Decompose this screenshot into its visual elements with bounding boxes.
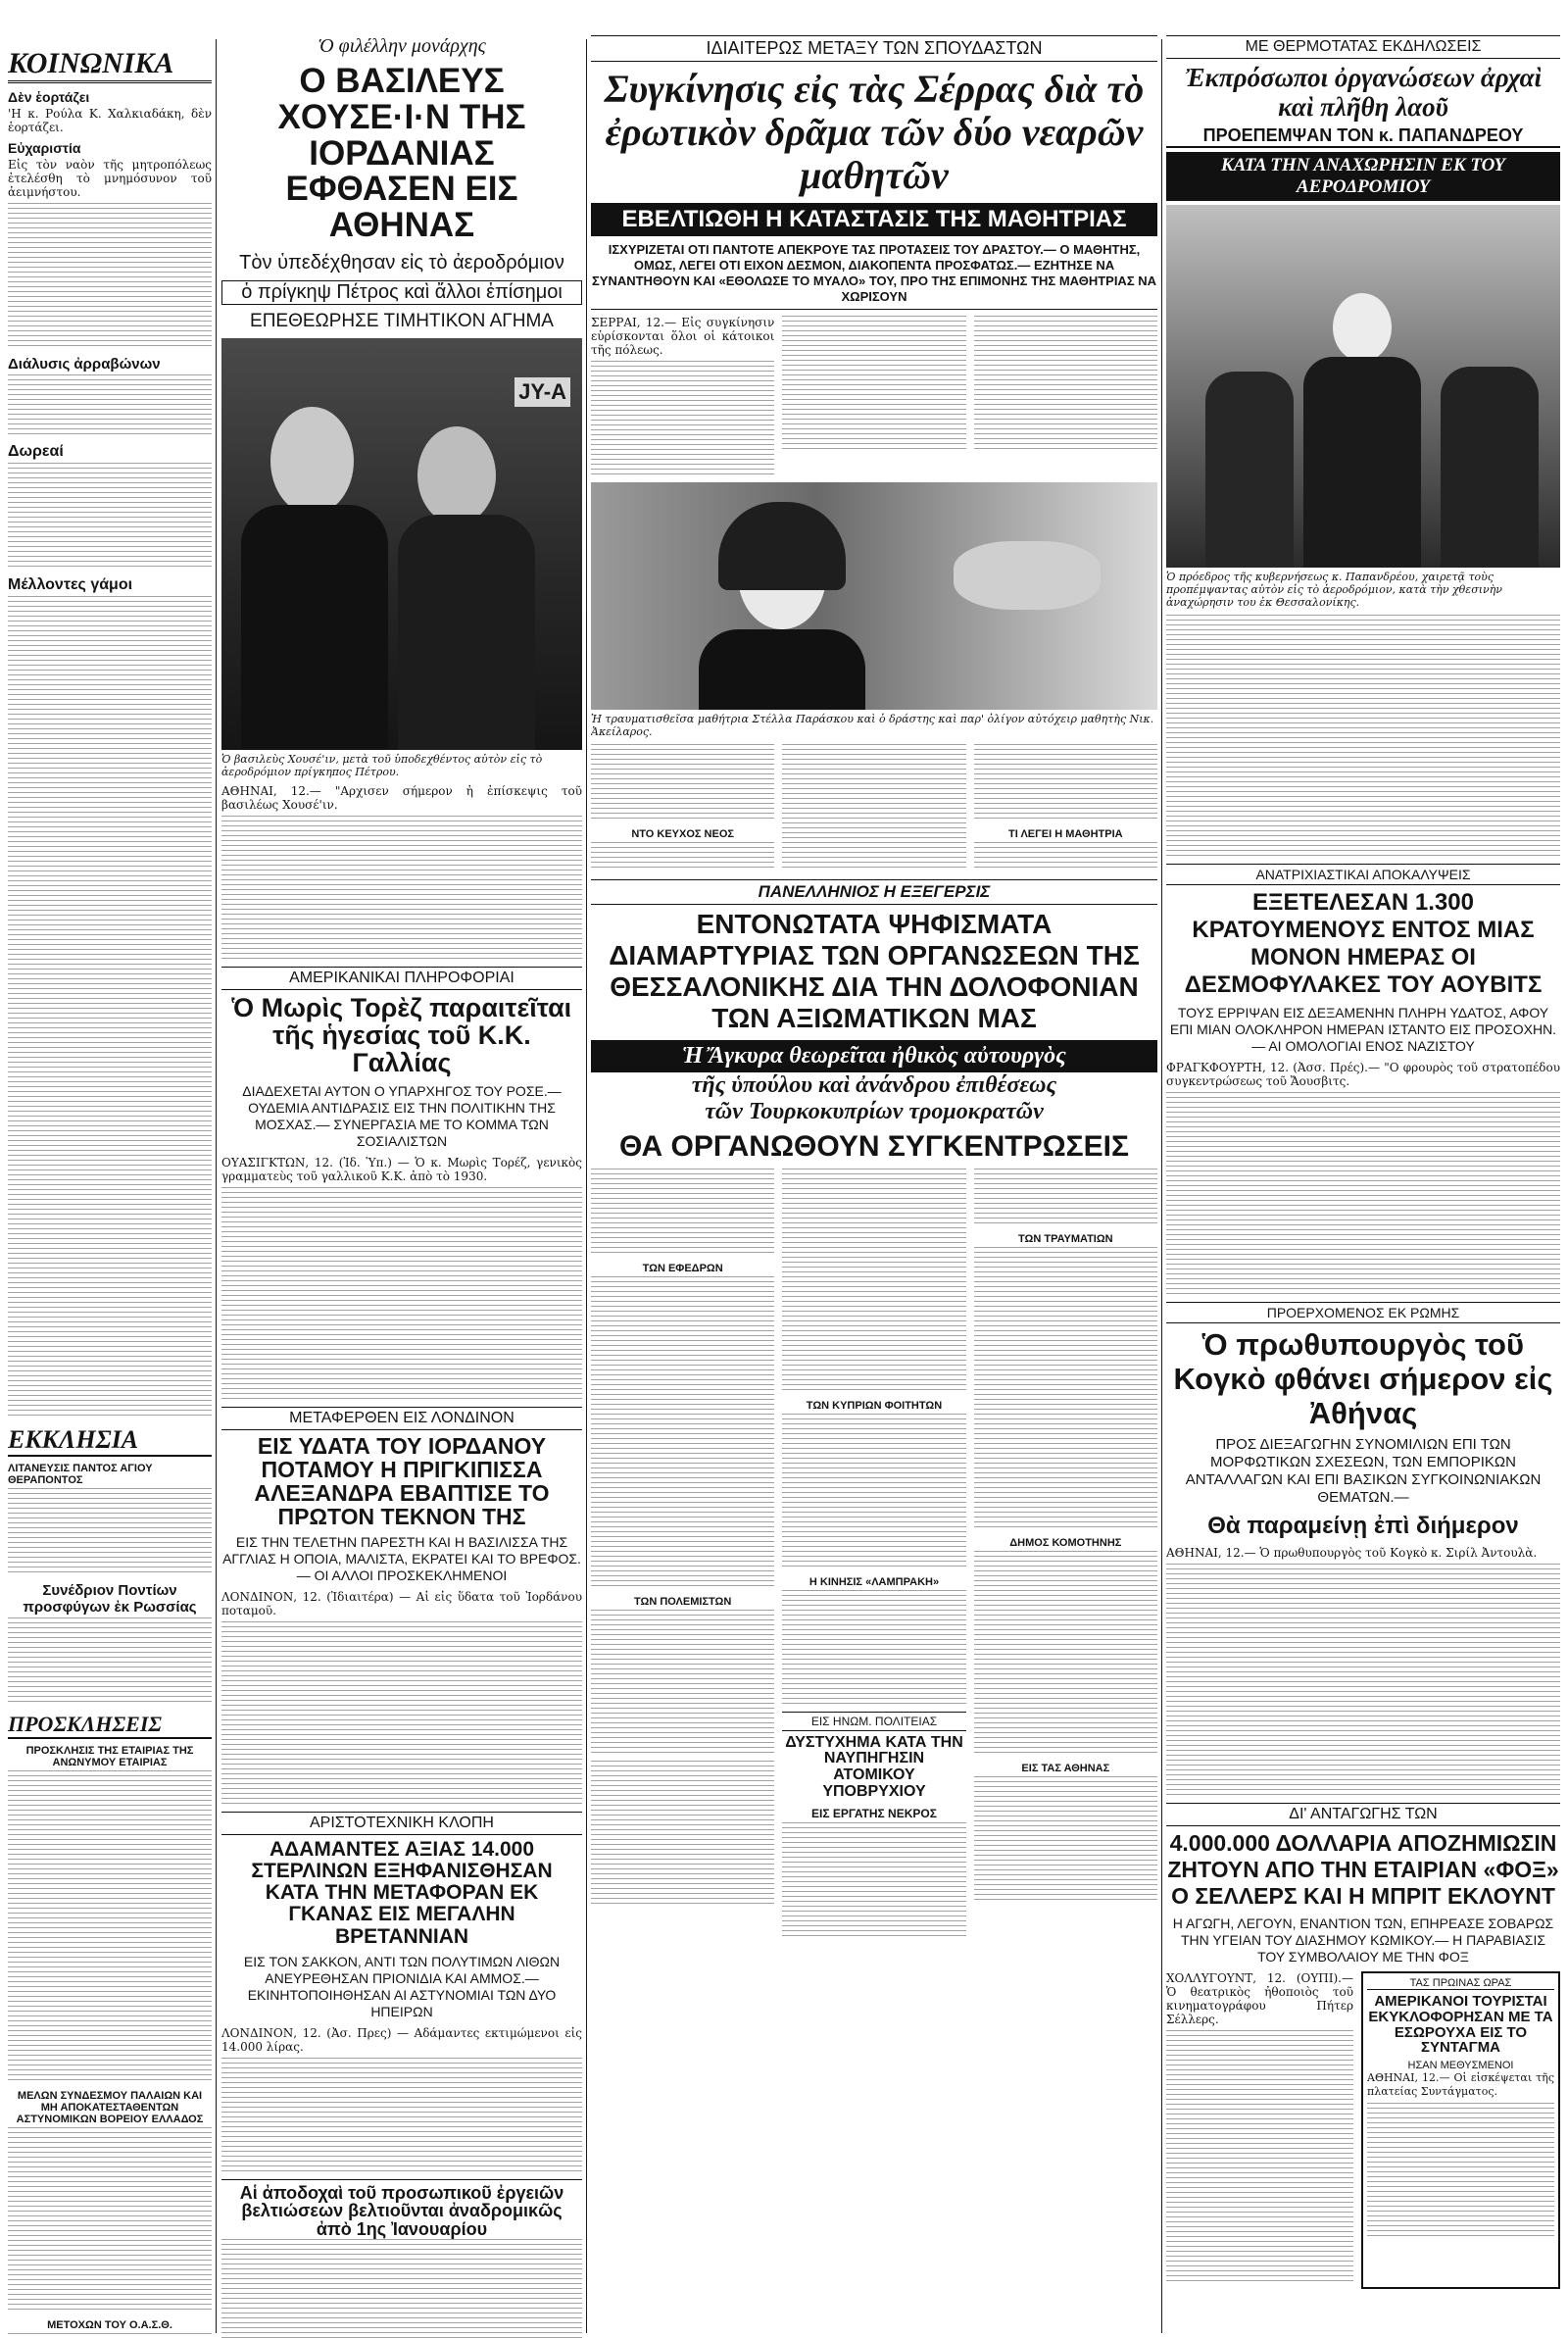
jordan-dateline: ΛΟΝΔΙΝΟΝ, 12. (Ἰδιαιτέρα) — Αἱ εἰς ὕδατα τοῦ Ἰορδάνου ποταμοῦ. — [221, 1590, 582, 1618]
serres-subheadline: ΕΒΕΛΤΙΩΘΗ Η ΚΑΤΑΣΤΑΣΙΣ ΤΗΣ ΜΑΘΗΤΡΙΑΣ — [591, 203, 1157, 236]
section-band: ΑΝΑΤΡΙΧΙΑΣΤΙΚΑΙ ΑΠΟΚΑΛΥΨΕΙΣ — [1166, 864, 1560, 885]
kicker: Ὁ φιλέλλην μονάρχης — [318, 35, 486, 57]
king-photo — [221, 338, 582, 750]
photo-caption: Ὁ βασιλεὺς Χουσέ'ιν, μετὰ τοῦ ὑποδεχθέντος αὐτὸν εἰς τὸ ἀεροδρόμιον πρίγκηπος Πέτρου. — [221, 752, 543, 778]
subsection-heading: ΔΗΜΟΣ ΚΟΜΟΤΗΝΗΣ — [1009, 1536, 1122, 1549]
name-day-heading: Δὲν ἑορτάζει — [8, 89, 90, 105]
tourists-box — [1361, 1971, 1560, 2289]
congo-subheadline: ΠΡΟΣ ΔΙΕΞΑΓΩΓΗΝ ΣΥΝΟΜΙΛΙΩΝ ΕΠΙ ΤΩΝ ΜΟΡΦΩΤΙΚΩΝ ΣΧΕΣΕΩΝ, ΤΩΝ ΕΜΠΟΡΙΚΩΝ ΑΝΤΑΛΛΑΓΩΝ ΚΑΙ ΕΠΙ ΒΑΣΙΚΩΝ ΣΥΓΚΟΙΝΩΝΙΑΚΩΝ ΘΕΜΑΤΩΝ.— — [1185, 1436, 1542, 1506]
papandreou-photo — [1166, 205, 1560, 568]
column-society — [8, 0, 212, 2338]
thanks-heading: Εὐχαριστία — [8, 140, 81, 156]
koinonika-heading: ΚΟΙΝΩΝΙΚΑ — [8, 47, 212, 83]
column-rule — [1161, 39, 1162, 2333]
thorez-subheadline: ΔΙΑΔΕΧΕΤΑΙ ΑΥΤΟΝ Ο ΥΠΑΡΧΗΓΟΣ ΤΟΥ ΡΟΣΕ.— ΟΥΔΕΜΙΑ ΑΝΤΙΔΡΑΣΙΣ ΕΙΣ ΤΗΝ ΠΟΛΙΤΙΚΗΝ ΤΗΣ ΜΟΣΧΑΣ.— ΣΥΝΕΡΓΑΣΙΑ ΜΕ ΤΟ ΚΟΜΜΑ ΤΩΝ ΣΟΣΙΑΛΙΣΤΩΝ — [242, 1082, 562, 1149]
column-papandreou — [1166, 0, 1560, 2338]
main-headline: Ο ΒΑΣΙΛΕΥΣ ΧΟΥΣΕ·Ι·Ν ΤΗΣ ΙΟΡΔΑΝΙΑΣ ΕΦΘΑΣΕΝ ΕΙΣ ΑΘΗΝΑΣ — [277, 62, 526, 244]
invitation-2-heading: ΜΕΛΩΝ ΣΥΝΔΕΣΜΟΥ ΠΑΛΑΙΩΝ ΚΑΙ ΜΗ ΑΠΟΚΑΤΕΣΤΑΘΕΝΤΩΝ ΑΣΤΥΝΟΜΙΚΩΝ ΒΟΡΕΙΟΥ ΕΛΛΑΔΟΣ — [16, 2090, 204, 2125]
congo-dateline: ΑΘΗΝΑΙ, 12.— Ὁ πρωθυπουργὸς τοῦ Κογκὸ κ. Σιρίλ Ἀντουλὰ. — [1166, 1546, 1538, 1560]
papandreou-caption: Ὁ πρόεδρος τῆς κυβερνήσεως κ. Παπανδρέου, χαιρετᾷ τοὺς προπέμψαντας αὐτὸν εἰς τὸ ἀεροδρόμιον, κατὰ τὴν χθεσινὴν ἀναχώρησιν του ἐκ Θεσσαλονίκης. — [1166, 571, 1502, 609]
congo-headline: Ὁ πρωθυπουργὸς τοῦ Κογκὸ φθάνει σήμερον εἰς Ἀθήνας — [1173, 1327, 1553, 1430]
congo-stay-line: Θὰ παραμείνῃ ἐπὶ διήμερον — [1207, 1513, 1519, 1539]
subsection-heading: ΤΩΝ ΕΦΕΔΡΩΝ — [642, 1262, 723, 1274]
column-rule — [216, 39, 217, 2333]
lawsuit-subheadline: Η ΑΓΩΓΗ, ΛΕΓΟΥΝ, ΕΝΑΝΤΙΟΝ ΤΩΝ, ΕΠΗΡΕΑΣΕ ΣΟΒΑΡΩΣ ΤΗΝ ΥΓΕΙΑΝ ΤΟΥ ΔΙΑΣΗΜΟΥ ΚΩΜΙΚΟΥ.— Η ΠΑΡΑΒΙΑΣΙΣ ΤΟΥ ΣΥΜΒΟΛΑΙΟΥ ΜΕ ΤΗΝ ΦΟΞ — [1172, 1915, 1554, 1965]
subsection-heading: ΤΩΝ ΚΥΠΡΙΩΝ ΦΟΙΤΗΤΩΝ — [806, 1399, 943, 1412]
lawsuit-headline: 4.000.000 ΔΟΛΛΑΡΙΑ ΑΠΟΖΗΜΙΩΣΙΝ ΖΗΤΟΥΝ ΑΠΟ ΤΗΝ ΕΤΑΙΡΙΑΝ «ΦΟΞ» Ο ΣΕΛΛΕΡΣ ΚΑΙ Η ΜΠΡΙΤ ΕΚΛΟΥΝΤ — [1167, 1830, 1559, 1909]
aircraft-registration: JY-A — [514, 377, 570, 407]
jordan-subheadline: ΕΙΣ ΤΗΝ ΤΕΛΕΤΗΝ ΠΑΡΕΣΤΗ ΚΑΙ Η ΒΑΣΙΛΙΣΣΑ ΤΗΣ ΑΓΓΛΙΑΣ Η ΟΠΟΙΑ, ΜΑΛΙΣΤΑ, ΕΚΡΑΤΕΙ ΚΑΙ ΤΟ ΒΡΕΦΟΣ.— ΟΙ ΑΛΛΟΙ ΠΡΟΣΚΕΚΛΗΜΕΝΟΙ — [222, 1534, 581, 1584]
section-band: ΜΕΤΑΦΕΡΘΕΝ ΕΙΣ ΛΟΝΔΙΝΟΝ — [221, 1407, 582, 1430]
thorez-headline: Ὁ Μωρὶς Τορὲζ παραιτεῖται τῆς ἡγεσίας τοῦ Κ.Κ. Γαλλίας — [231, 992, 572, 1078]
serres-headline: Συγκίνησις εἰς τὰς Σέρρας διὰ τὸ ἐρωτικὸν δρᾶμα τῶν δύο νεαρῶν μαθητῶν — [604, 67, 1145, 197]
section-band: ΔΙ' ΑΝΤΑΓΩΓΗΣ ΤΩΝ — [1166, 1803, 1560, 1826]
section-band: ΠΡΟΕΡΧΟΜΕΝΟΣ ΕΚ ΡΩΜΗΣ — [1166, 1302, 1560, 1323]
body-text: Εἰς τὸν ναὸν τῆς μητροπόλεως ἐτελέσθη τὸ μνημόσυνον τοῦ ἀειμνήστου. — [8, 158, 212, 199]
top-band: ΜΕ ΘΕΡΜΟΤΑΤΑΣ ΕΚΔΗΛΩΣΕΙΣ — [1166, 35, 1560, 59]
serres-lead: ΙΣΧΥΡΙΖΕΤΑΙ ΟΤΙ ΠΑΝΤΟΤΕ ΑΠΕΚΡΟΥΕ ΤΑΣ ΠΡΟΤΑΣΕΙΣ ΤΟΥ ΔΡΑΣΤΟΥ.— Ο ΜΑΘΗΤΗΣ, ΟΜΩΣ, ΛΕΓΕΙ ΟΤΙ ΕΙΧΟΝ ΔΕΣΜΟΝ, ΔΙΑΚΟΠΕΝΤΑ ΠΡΟΣΦΑΤΩΣ.— ΕΖΗΤΗΣΕ ΝΑ ΣΥΝΑΝΤΗΘΟΥΝ ΚΑΙ «ΕΘΟΛΩΣΕ ΤΟ ΜΥΑΛΟ» ΤΟΥ, ΠΡΟ ΤΗΣ ΕΠΙΜΟΝΗΣ ΤΗΣ ΜΑΘΗΤΡΙΑΣ ΝΑ ΧΩΡΙΣΟΥΝ — [591, 242, 1157, 310]
column-king-hussein — [221, 0, 582, 2338]
students-photo — [591, 482, 1157, 710]
theft-subheadline: ΕΙΣ ΤΟΝ ΣΑΚΚΟΝ, ΑΝΤΙ ΤΩΝ ΠΟΛΥΤΙΜΩΝ ΛΙΘΩΝ ΑΝΕΥΡΕΘΗΣΑΝ ΠΡΙΟΝΙΔΙΑ ΚΑΙ ΑΜΜΟΣ.— ΕΚΙΝΗΤΟΠΟΙΗΘΗΣΑΝ ΑΙ ΑΣΤΥΝΟΜΙΑΙ ΤΩΝ ΔΥΟ ΗΠΕΙΡΩΝ — [243, 1953, 561, 2019]
name-day-text: 'Η κ. Ρούλα Κ. Χαλκιαδάκη, δὲν ἑορτάζει. — [8, 107, 212, 134]
gatherings-headline: ΘΑ ΟΡΓΑΝΩΘΟΥΝ ΣΥΓΚΕΝΤΡΩΣΕΙΣ — [619, 1130, 1129, 1163]
section-band: ΑΜΕΡΙΚΑΝΙΚΑΙ ΠΛΗΡΟΦΟΡΙΑΙ — [221, 967, 582, 990]
invitation-3-heading: ΜΕΤΟΧΩΝ ΤΟΥ Ο.Α.Σ.Θ. — [47, 2319, 172, 2331]
tourists-dateline: ΑΘΗΝΑΙ, 12.— Οἱ εἰσκέψεται τῆς πλατείας Συντάγματος. — [1367, 2071, 1554, 2098]
subheadline-3: ΕΠΕΘΕΩΡΗΣΕ ΤΙΜΗΤΙΚΟΝ ΑΓΗΜΑ — [250, 310, 554, 331]
jordan-headline: ΕΙΣ ΥΔΑΤΑ ΤΟΥ ΙΟΡΔΑΝΟΥ ΠΟΤΑΜΟΥ Η ΠΡΙΓΚΙΠΙΣΣΑ ΑΛΕΞΑΝΔΡΑ ΕΒΑΠΤΙΣΕ ΤΟ ΠΡΩΤΟΝ ΤΕΚΝΟΝ ΤΗΣ — [254, 1432, 550, 1530]
executions-dateline: ΦΡΑΓΚΦΟΥΡΤΗ, 12. (Ἀσσ. Πρές).— "Ο φρουρὸς τοῦ στρατοπέδου συγκεντρώσεως τοῦ Ἄουσβιτς. — [1166, 1061, 1560, 1088]
subsection-heading: ΤΙ ΛΕΓΕΙ Η ΜΑΘΗΤΡΙΑ — [1008, 828, 1123, 840]
papandreou-headline: Ἐκπρόσωποι ὀργανώσεων ἀρχαὶ καὶ πλῆθη λαοῦ — [1184, 63, 1543, 122]
students-caption: Ἡ τραυματισθεῖσα μαθήτρια Στέλλα Παράσκου καὶ ὁ δράστης καὶ παρ' ὀλίγον αὐτόχειρ μαθητὴς Νικ. Ἀκείλαρος. — [591, 713, 1154, 738]
theft-dateline: ΛΟΝΔΙΝΟΝ, 12. (Ἀσ. Πρες) — Αδάμαντες εκτιμώμενοι εἰς 14.000 λίρας. — [221, 2025, 582, 2054]
church-subheading: ΛΙΤΑΝΕΥΣΙΣ ΠΑΝΤΟΣ ΑΓΙΟΥ ΘΕΡΑΠΟΝΤΟΣ — [8, 1463, 153, 1486]
engagement-heading: Διάλυσις ἀρραβώνων — [8, 356, 161, 373]
panhellenic-band: ΠΑΝΕΛΛΗΝΙΟΣ Η ΕΞΕΓΕΡΣΙΣ — [591, 879, 1157, 905]
papandreou-subheadline: ΠΡΟΕΠΕΜΨΑΝ ΤΟΝ κ. ΠΑΠΑΝΔΡΕΟΥ — [1166, 125, 1560, 148]
accident-headline: ΔΥΣΤΥΧΗΜΑ ΚΑΤΑ ΤΗΝ ΝΑΥΠΗΓΗΣΙΝ ΑΤΟΜΙΚΟΥ ΥΠΟΒΡΥΧΙΟΥ — [785, 1733, 963, 1800]
thorez-dateline: ΟΥΑΣΙΓΚΤΩΝ, 12. (Ἰδ. Ὑπ.) — Ὁ κ. Μωρὶς Τορέζ, γενικὸς γραμματεὺς τοῦ γαλλικοῦ Κ.Κ. ἀπὸ τὸ 1930. — [221, 1155, 582, 1183]
serres-dateline: ΣΕΡΡΑΙ, 12.— Εἰς συγκίνησιν εὑρίσκονται ὅλοι οἱ κάτοικοι τῆς πόλεως. — [591, 316, 775, 357]
subheadline-1: Τὸν ὑπεδέχθησαν εἰς τὸ ἀεροδρόμιον — [239, 251, 564, 274]
papandreou-subheadline-2: ΚΑΤΑ ΤΗΝ ΑΝΑΧΩΡΗΣΙΝ ΕΚ ΤΟΥ ΑΕΡΟΔΡΟΜΙΟΥ — [1166, 152, 1560, 201]
ankara-line-2: τῆς ὑπούλου καὶ ἀνάνδρου ἐπιθέσεως — [691, 1072, 1057, 1098]
section-band: ΑΡΙΣΤΟΤΕΧΝΙΚΗ ΚΛΟΠΗ — [221, 1812, 582, 1835]
executions-subheadline: ΤΟΥΣ ΕΡΡΙΨΑΝ ΕΙΣ ΔΕΞΑΜΕΝΗΝ ΠΛΗΡΗ ΥΔΑΤΟΣ, ΑΦΟΥ ΕΠΙ ΜΙΑΝ ΟΛΟΚΛΗΡΟΝ ΗΜΕΡΑΝ ΙΣΤΑΝΤΟ ΕΙΣ ΠΡΟΣΟΧΗΝ.— ΑΙ ΟΜΟΛΟΓΙΑΙ ΕΝΟΣ ΝΑΖΙΣΤΟΥ — [1169, 1005, 1557, 1054]
tourists-subheadline: ΗΣΑΝ ΜΕΘΥΣΜΕΝΟΙ — [1407, 2060, 1514, 2071]
accident-subheadline: ΕΙΣ ΕΡΓΑΤΗΣ ΝΕΚΡΟΣ — [811, 1806, 937, 1820]
wages-headline: Αἱ ἀποδοχαὶ τοῦ προσωπικοῦ ἐργειῶν βελτιώσεων βελτιοῦνται ἀναδρομικῶς ἀπὸ 1ης Ἰανουαρίου — [221, 2179, 582, 2240]
column-serres — [591, 0, 1157, 2338]
executions-headline: ΕΞΕΤΕΛΕΣΑΝ 1.300 ΚΡΑΤΟΥΜΕΝΟΥΣ ΕΝΤΟΣ ΜΙΑΣ ΜΟΝΟΝ ΗΜΕΡΑΣ ΟΙ ΔΕΣΜΟΦΥΛΑΚΕΣ ΤΟΥ ΑΟΥΒΙΤΣ — [1184, 889, 1543, 998]
tourists-kicker: ΤΑΣ ΠΡΩΙΝΑΣ ΩΡΑΣ — [1367, 1977, 1554, 1990]
subsection-heading: ΕΙΣ ΤΑΣ ΑΘΗΝΑΣ — [1021, 1762, 1110, 1774]
ankara-line-3: τῶν Τουρκοκυπρίων τρομοκρατῶν — [705, 1099, 1044, 1124]
dateline: ΑΘΗΝΑΙ, 12.— "Αρχισεν σήμερον ἡ ἐπίσκεψις τοῦ βασιλέως Χουσέ'ιν. — [221, 783, 582, 812]
weddings-heading: Μέλλοντες γάμοι — [8, 576, 133, 593]
church-heading: ΕΚΚΛΗΣΙΑ — [8, 1425, 212, 1457]
top-band: ΙΔΙΑΙΤΕΡΩΣ ΜΕΤΑΞΥ ΤΩΝ ΣΠΟΥΔΑΣΤΩΝ — [591, 35, 1157, 62]
invitation-1-heading: ΠΡΟΣΚΛΗΣΙΣ ΤΗΣ ΕΤΑΙΡΙΑΣ ΤΗΣ ΑΝΩΝΥΜΟΥ ΕΤΑΙΡΙΑΣ — [25, 1745, 194, 1768]
congress-heading: Συνέδριον Ποντίων προσφύγων ἐκ Ρωσσίας — [23, 1582, 197, 1616]
lawsuit-dateline: ΧΟΛΛΥΓΟΥΝΤ, 12. (ΟΥΠΙ).— Ὁ θεατρικὸς ἠθοποιὸς τοῦ κινηματογράφου Πήτερ Σέλλερς. — [1166, 1971, 1353, 2026]
ankara-line-1: Ἡ Ἄγκυρα θεωρεῖται ἠθικὸς αὐτουργὸς — [591, 1040, 1157, 1072]
tourists-headline: ΑΜΕΡΙΚΑΝΟΙ ΤΟΥΡΙΣΤΑΙ ΕΚΥΚΛΟΦΟΡΗΣΑΝ ΜΕ ΤΑ ΕΣΩΡΟΥΧΑ ΕΙΣ ΤΟ ΣΥΝΤΑΓΜΑ — [1368, 1993, 1553, 2057]
invitations-heading: ΠΡΟΣΚΛΗΣΕΙΣ — [8, 1712, 212, 1739]
column-rule — [586, 39, 587, 2333]
subheadline-2: ὁ πρίγκηψ Πέτρος καὶ ἄλλοι ἐπίσημοι — [221, 280, 582, 305]
accident-band: ΕΙΣ ΗΝΩΜ. ΠΟΛΙΤΕΙΑΣ — [782, 1712, 965, 1731]
subsection-heading: ΝΤΟ ΚΕΥΧΟΣ ΝΕΟΣ — [631, 828, 734, 840]
resolutions-headline: ΕΝΤΟΝΩΤΑΤΑ ΨΗΦΙΣΜΑΤΑ ΔΙΑΜΑΡΤΥΡΙΑΣ ΤΩΝ ΟΡΓΑΝΩΣΕΩΝ ΤΗΣ ΘΕΣΣΑΛΟΝΙΚΗΣ ΔΙΑ ΤΗΝ ΔΟΛΟΦΟΝΙΑΝ ΤΩΝ ΑΞΙΩΜΑΤΙΚΩΝ ΜΑΣ — [609, 909, 1140, 1033]
donations-heading: Δωρεαί — [8, 443, 64, 460]
subsection-heading: ΤΩΝ ΠΟΛΕΜΙΣΤΩΝ — [634, 1595, 732, 1608]
subsection-heading: Η ΚΙΝΗΣΙΣ «ΛΑΜΠΡΑΚΗ» — [808, 1575, 940, 1588]
theft-headline: ΑΔΑΜΑΝΤΕΣ ΑΞΙΑΣ 14.000 ΣΤΕΡΛΙΝΩΝ ΕΞΗΦΑΝΙΣΘΗΣΑΝ ΚΑΤΑ ΤΗΝ ΜΕΤΑΦΟΡΑΝ ΕΚ ΓΚΑΝΑΣ ΕΙΣ ΜΕΓΑΛΗΝ ΒΡΕΤΑΝΝΙΑΝ — [251, 1838, 553, 1948]
subsection-heading: ΤΩΝ ΤΡΑΥΜΑΤΙΩΝ — [1018, 1232, 1113, 1245]
